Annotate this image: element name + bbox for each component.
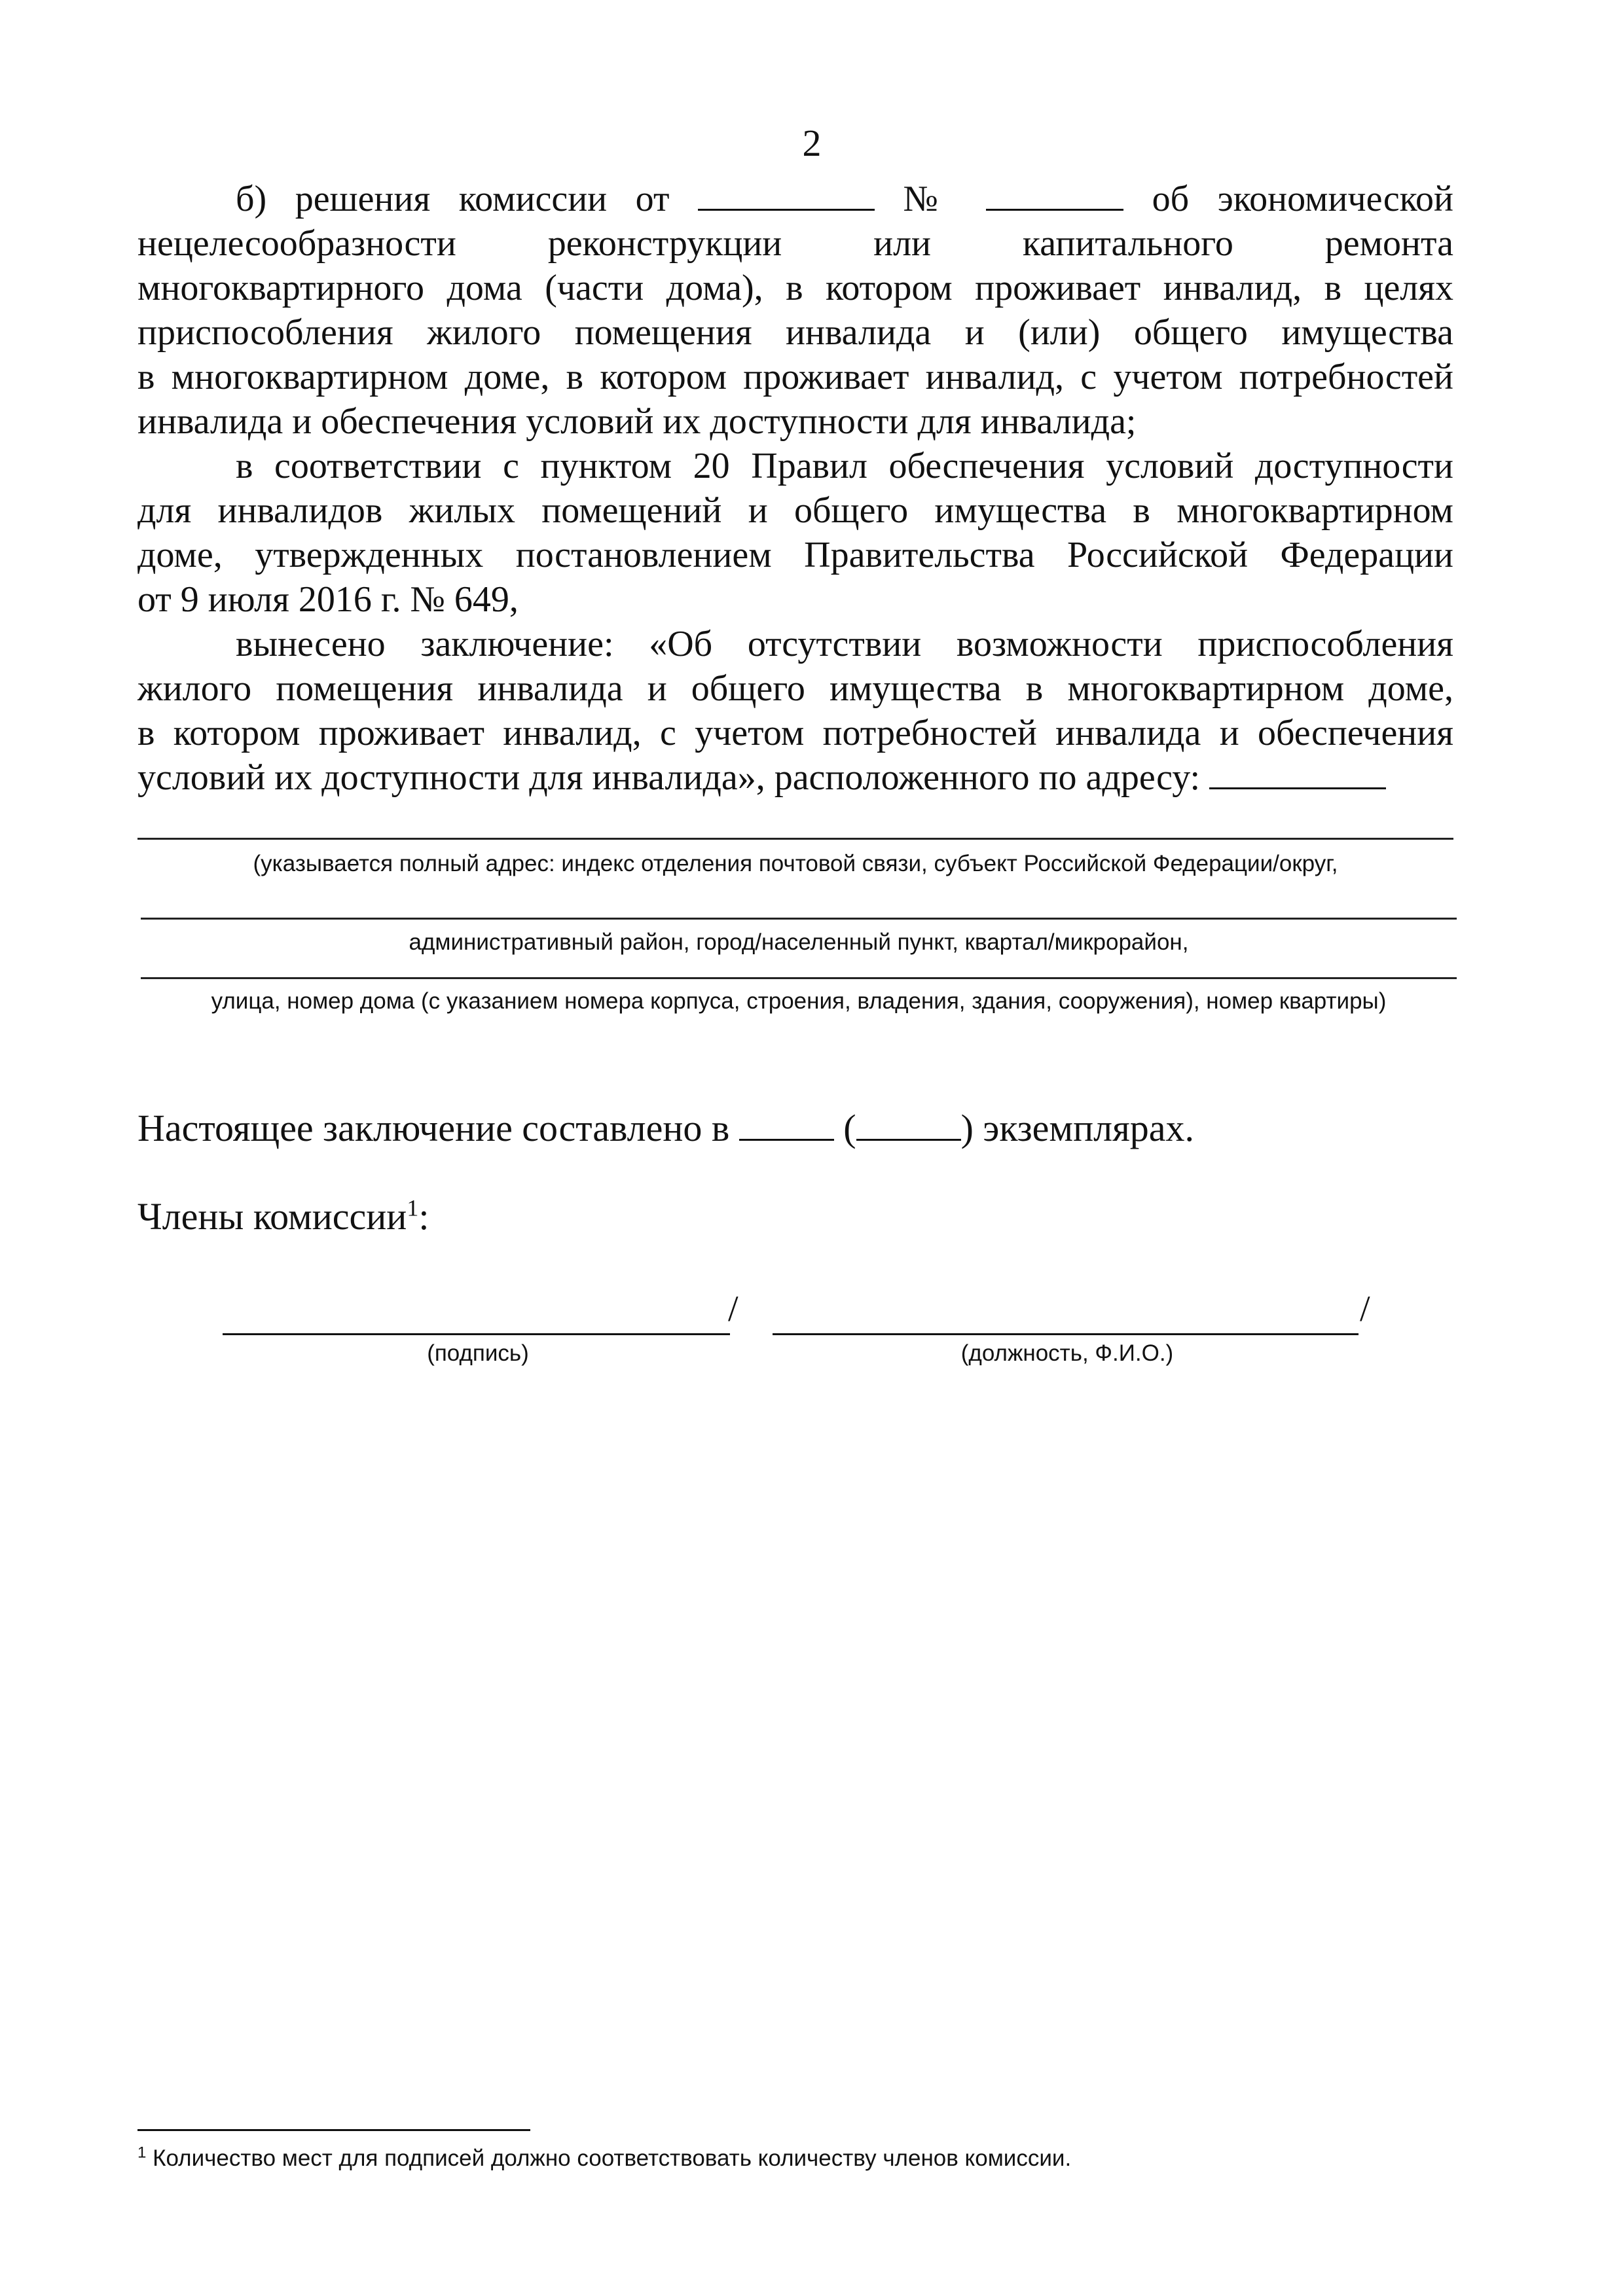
address-caption-3: улица, номер дома (с указанием номера корпуса, строения, владения, здания, сооружения), номер квартиры): [211, 988, 1387, 1014]
paragraph-line: многоквартирного дома (части дома), в котором проживает инвалид, в целях: [137, 268, 1453, 308]
paragraph-line: приспособления жилого помещения инвалида и (или) общего имущества: [137, 312, 1453, 353]
signature-field[interactable]: [223, 1333, 730, 1335]
paragraph-line: инвалида и обеспечения условий их доступности для инвалида;: [137, 401, 1137, 442]
footnote-separator: [137, 2129, 530, 2131]
paragraph-line: б) решения комиссии от № об экономической: [236, 179, 1454, 219]
position-caption: (должность, Ф.И.О.): [960, 1340, 1174, 1366]
paragraph-line: в многоквартирном доме, в котором проживает инвалид, с учетом потребностей: [137, 357, 1453, 397]
paragraph-conclusion: [137, 622, 1453, 800]
paragraph-commission-decision: [137, 177, 1453, 444]
paragraph-line: в соответствии с пунктом 20 Правил обеспечения условий доступности: [236, 446, 1453, 486]
decision-date-field[interactable]: [698, 179, 875, 211]
position-separator: /: [1360, 1289, 1370, 1329]
paragraph-line: в котором проживает инвалид, с учетом потребностей инвалида и обеспечения: [137, 713, 1453, 753]
signature-caption: (подпись): [427, 1340, 529, 1366]
address-line-2[interactable]: [141, 918, 1457, 920]
footnote: $^1$ Количество мест для подписей должно соответствовать количеству членов комиссии.: [137, 2144, 1072, 2171]
decision-number-field[interactable]: [986, 179, 1123, 211]
address-field-start[interactable]: [1209, 757, 1386, 789]
footnote-reference: 1: [407, 1194, 419, 1221]
address-line-3[interactable]: [141, 977, 1457, 979]
address-caption-2: административный район, город/населенный пункт, квартал/микрорайон,: [409, 929, 1189, 955]
paragraph-line: доме, утвержденных постановлением Правительства Российской Федерации: [137, 535, 1453, 575]
paragraph-line: условий их доступности для инвалида», расположенного по адресу:: [137, 755, 1453, 800]
position-name-field[interactable]: [773, 1333, 1359, 1335]
paragraph-line: для инвалидов жилых помещений и общего имущества в многоквартирном: [137, 490, 1453, 531]
address-line-1[interactable]: [137, 838, 1453, 840]
paragraph-line: вынесено заключение: «Об отсутствии возможности приспособления: [236, 624, 1453, 664]
paragraph-line: от 9 июля 2016 г. № 649,: [137, 579, 519, 620]
page-number: 2: [802, 122, 822, 164]
copies-statement: Настоящее заключение составлено в ( ) экземплярах.: [137, 1107, 1194, 1149]
copies-count-words-field[interactable]: [856, 1109, 961, 1141]
copies-count-field[interactable]: [739, 1109, 834, 1141]
commission-members-label: Члены комиссии$^1$:: [137, 1194, 429, 1238]
paragraph-line: жилого помещения инвалида и общего имущества в многоквартирном доме,: [137, 668, 1453, 709]
paragraph-line: нецелесообразности реконструкции или капитального ремонта: [137, 223, 1453, 264]
signature-separator: /: [728, 1289, 739, 1329]
paragraph-rules-reference: [137, 444, 1453, 622]
address-caption-1: (указывается полный адрес: индекс отделения почтовой связи, субъект Российской Федерации/округ,: [253, 851, 1338, 876]
